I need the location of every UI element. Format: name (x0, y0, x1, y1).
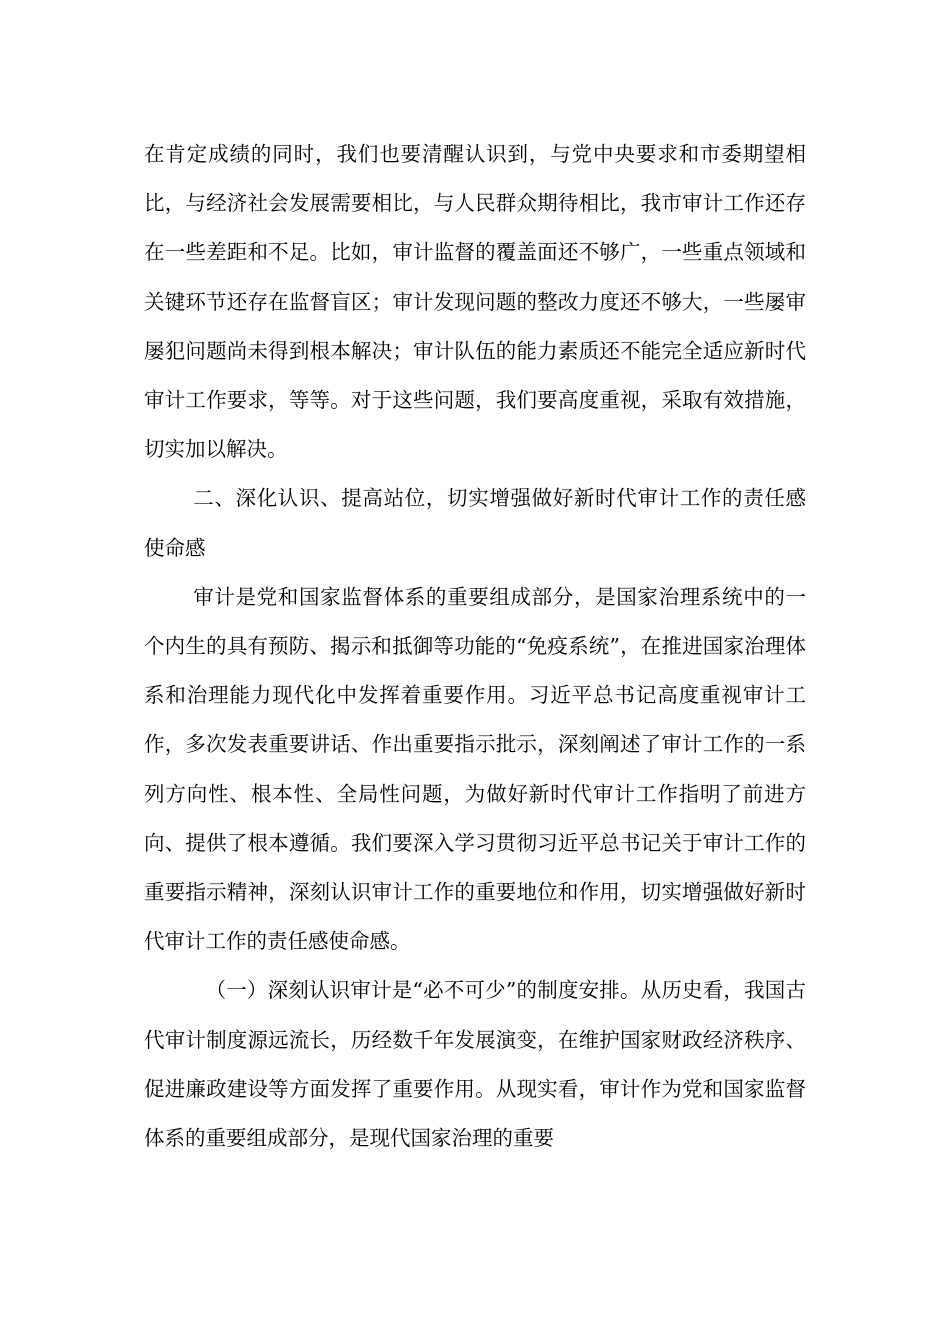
paragraph-continuation: 在肯定成绩的同时，我们也要清醒认识到，与党中央要求和市委期望相比，与经济社会发展需要相比，与人民群众期待相比，我市审计工作还存在一些差距和不足。比如，审计监督的覆盖面还不够广，一些重点领域和关键环节还存在监督盲区；审计发现问题的整改力度还不够大，一些屡审屡犯问题尚未得到根本解决；审计队伍的能力素质还不能完全适应新时代审计工作要求，等等。对于这些问题，我们要高度重视，采取有效措施，切实加以解决。 (144, 142, 806, 462)
paragraph-subsection-one: （一）深刻认识审计是“必不可少”的制度安排。从历史看，我国古代审计制度源远流长，历经数千年发展演变，在维护国家财政经济秩序、促进廉政建设等方面发挥了重要作用。从现实看，审计作为党和国家监督体系的重要组成部分，是现代国家治理的重要 (144, 978, 806, 1151)
paragraph-audit-role: 审计是党和国家监督体系的重要组成部分，是国家治理系统中的一个内生的具有预防、揭示和抵御等功能的“免疫系统”，在推进国家治理体系和治理能力现代化中发挥着重要作用。习近平总书记高度重视审计工作，多次发表重要讲话、作出重要指示批示，深刻阐述了审计工作的一系列方向性、根本性、全局性问题，为做好新时代审计工作指明了前进方向、提供了根本遵循。我们要深入学习贯彻习近平总书记关于审计工作的重要指示精神，深刻认识审计工作的重要地位和作用，切实增强做好新时代审计工作的责任感使命感。 (144, 584, 806, 954)
document-body (144, 130, 806, 1163)
section-heading: 二、深化认识、提高站位，切实增强做好新时代审计工作的责任感使命感 (144, 486, 806, 560)
